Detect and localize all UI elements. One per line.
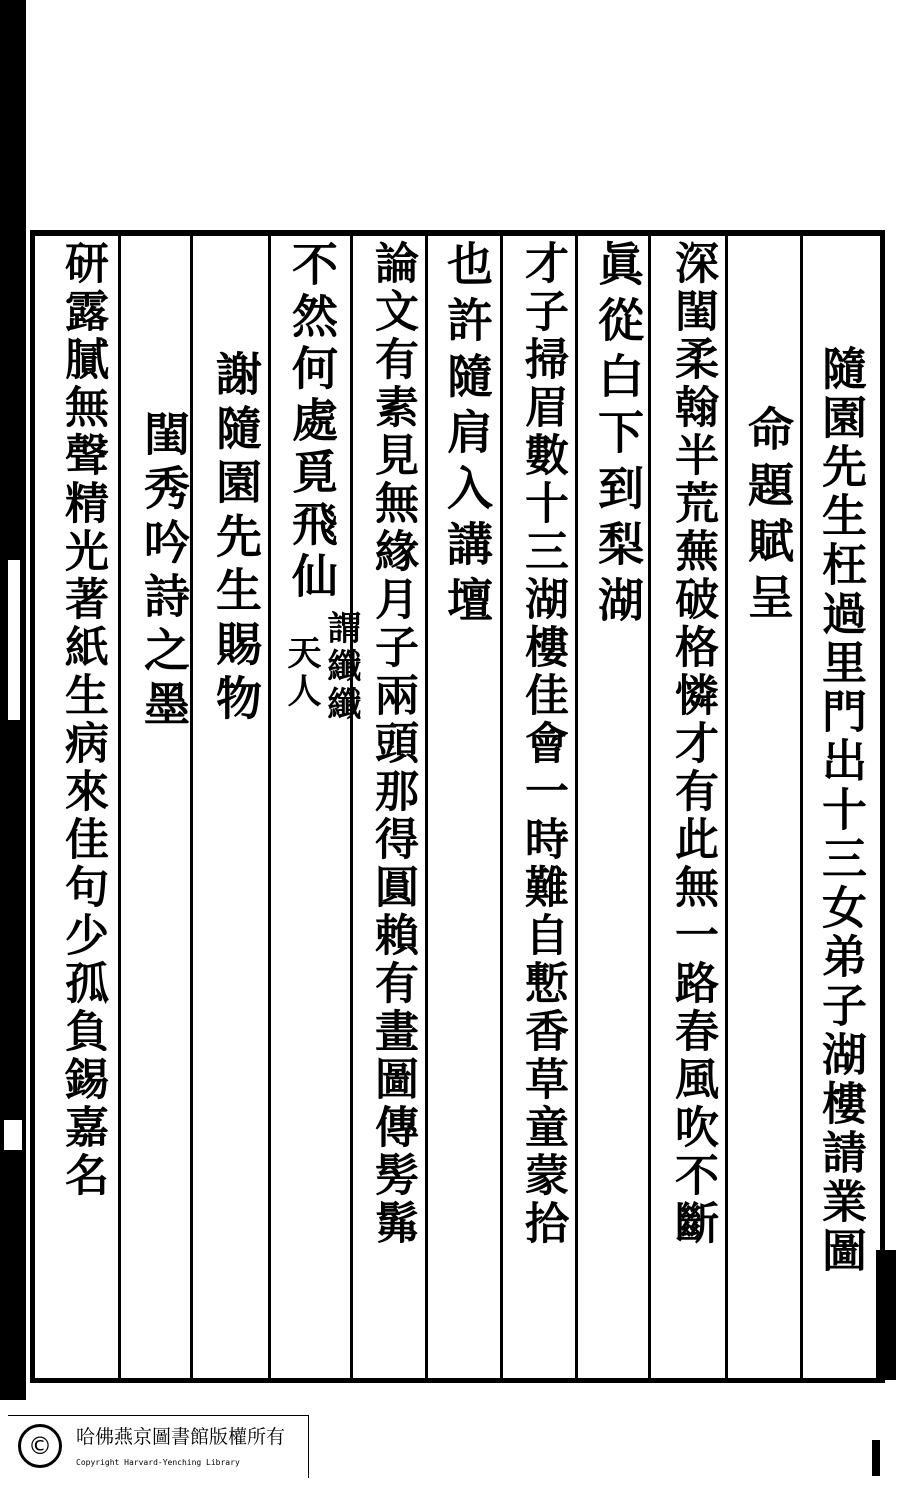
poem-line: 才子掃眉數十三湖樓佳會一時難自慙香草童蒙拾 [517,240,568,1248]
copyright-subtitle: Copyright Harvard-Yenching Library [76,1458,240,1467]
frame-right-border [880,230,885,1383]
column-rule [648,236,651,1378]
column-rule [575,236,578,1378]
spine-gap [8,560,20,720]
interlinear-note: 天人 [281,635,321,711]
column-rule [350,236,353,1378]
column-rule [268,236,271,1378]
spine-gap [4,1120,22,1150]
frame-top-border [30,230,885,236]
title-column: 隨園先生枉過里門出十三女弟子湖樓請業圖 [814,345,867,1276]
page-fold-mark [872,1440,880,1476]
poem-line: 研露膩無聲精光著紙生病來佳句少孤負錫嘉名 [57,240,108,1200]
poem-line: 眞從白下到梨湖 [591,240,645,632]
page-edge-tab [876,1250,896,1380]
poem-line: 深閨柔翰半荒蕪破格憐才有此無一路春風吹不斷 [667,240,718,1248]
column-rule [190,236,193,1378]
column-rule [500,236,503,1378]
top-margin [30,0,890,230]
frame-bottom-border [30,1378,885,1383]
poem-line: 不然何處覓飛仙 [285,240,339,604]
poem-line: 也許隨肩入講壇 [440,240,494,632]
column-rule [118,236,121,1378]
column-rule [725,236,728,1378]
copyright-icon: © [18,1424,62,1468]
interlinear-note: 謂纖纖 [321,610,361,724]
column-rule [425,236,428,1378]
poem-line: 論文有素見無緣月子兩頭那得圓賴有畫圖傳髣髴 [367,240,418,1248]
column-rule [800,236,803,1378]
frame-left-border [30,230,35,1383]
copyright-title: 哈佛燕京圖書館版權所有 [76,1426,286,1448]
poem-title: 謝隨園先生賜物 [209,350,263,728]
copyright-stamp [8,1415,309,1478]
poem-subtitle: 閨秀吟詩之墨 [137,410,191,734]
subtitle-column: 命題賦呈 [741,405,795,629]
